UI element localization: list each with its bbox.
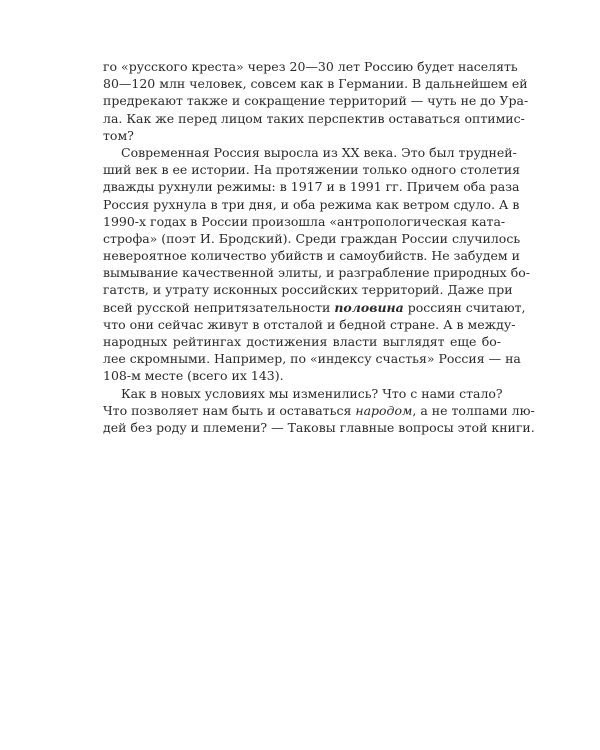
text-line: Как в новых условиях мы изменились? Что с нами стало? <box>121 385 503 401</box>
paragraph-2 <box>103 144 530 385</box>
emphasized-word: народом <box>355 402 413 418</box>
text-run: , а не толпами лю- <box>412 402 535 418</box>
text-line: народных рейтингах достижения власти выглядят еще бо- <box>103 334 501 349</box>
text-line: дей без роду и племени? — Таковы главные вопросы этой книги. <box>103 419 535 435</box>
text-line: Россия рухнула в три дня, и оба режима как ветром сдуло. А в <box>103 196 520 212</box>
text-line: том? <box>103 127 134 143</box>
text-line: гатств, и утрату исконных российских территорий. Даже при <box>103 282 513 298</box>
text-line: ший век в ее истории. На протяжении только одного столетия <box>103 162 521 178</box>
text-line: невероятное количество убийств и самоубийств. Не забудем и <box>103 248 520 264</box>
text-line: Современная Россия выросла из XX века. Это был трудней- <box>121 144 517 160</box>
text-line: что они сейчас живут в отсталой и бедной стране. А в между- <box>103 316 516 332</box>
paragraph-1 <box>103 58 529 144</box>
page-text <box>103 58 535 436</box>
text-line: строфа» (поэт И. Бродский). Среди граждан России случилось <box>103 230 521 246</box>
text-line: 1990-х годах в России произошла «антропологическая ката- <box>103 213 506 229</box>
text-line: 80—120 млн человек, совсем как в Германии. В дальнейшем ей <box>103 76 528 92</box>
text-line: ла. Как же перед лицом таких перспектив оставаться оптимис- <box>103 110 525 126</box>
text-line: 108-м месте (всего их 143). <box>103 368 284 384</box>
paragraph-3 <box>103 385 535 437</box>
text-line-emphasis <box>103 402 535 419</box>
text-line-emphasis <box>103 299 526 316</box>
text-line: го «русского креста» через 20—30 лет Россию будет населять <box>103 59 518 74</box>
text-line: предрекают также и сокращение территорий — чуть не до Ура- <box>103 93 529 109</box>
text-line: лее скромными. Например, по «индексу счастья» Россия — на <box>103 351 521 367</box>
text-run: Что позволяет нам быть и оставаться <box>103 402 356 418</box>
text-line: дважды рухнули режимы: в 1917 и в 1991 гг. Причем оба раза <box>103 179 520 195</box>
text-run: россиян считают, <box>403 299 526 315</box>
text-line: вымывание качественной элиты, и разграбление природных бо- <box>103 265 530 281</box>
text-run: всей русской непритязательности <box>103 299 335 315</box>
emphasized-word: половина <box>334 299 404 315</box>
